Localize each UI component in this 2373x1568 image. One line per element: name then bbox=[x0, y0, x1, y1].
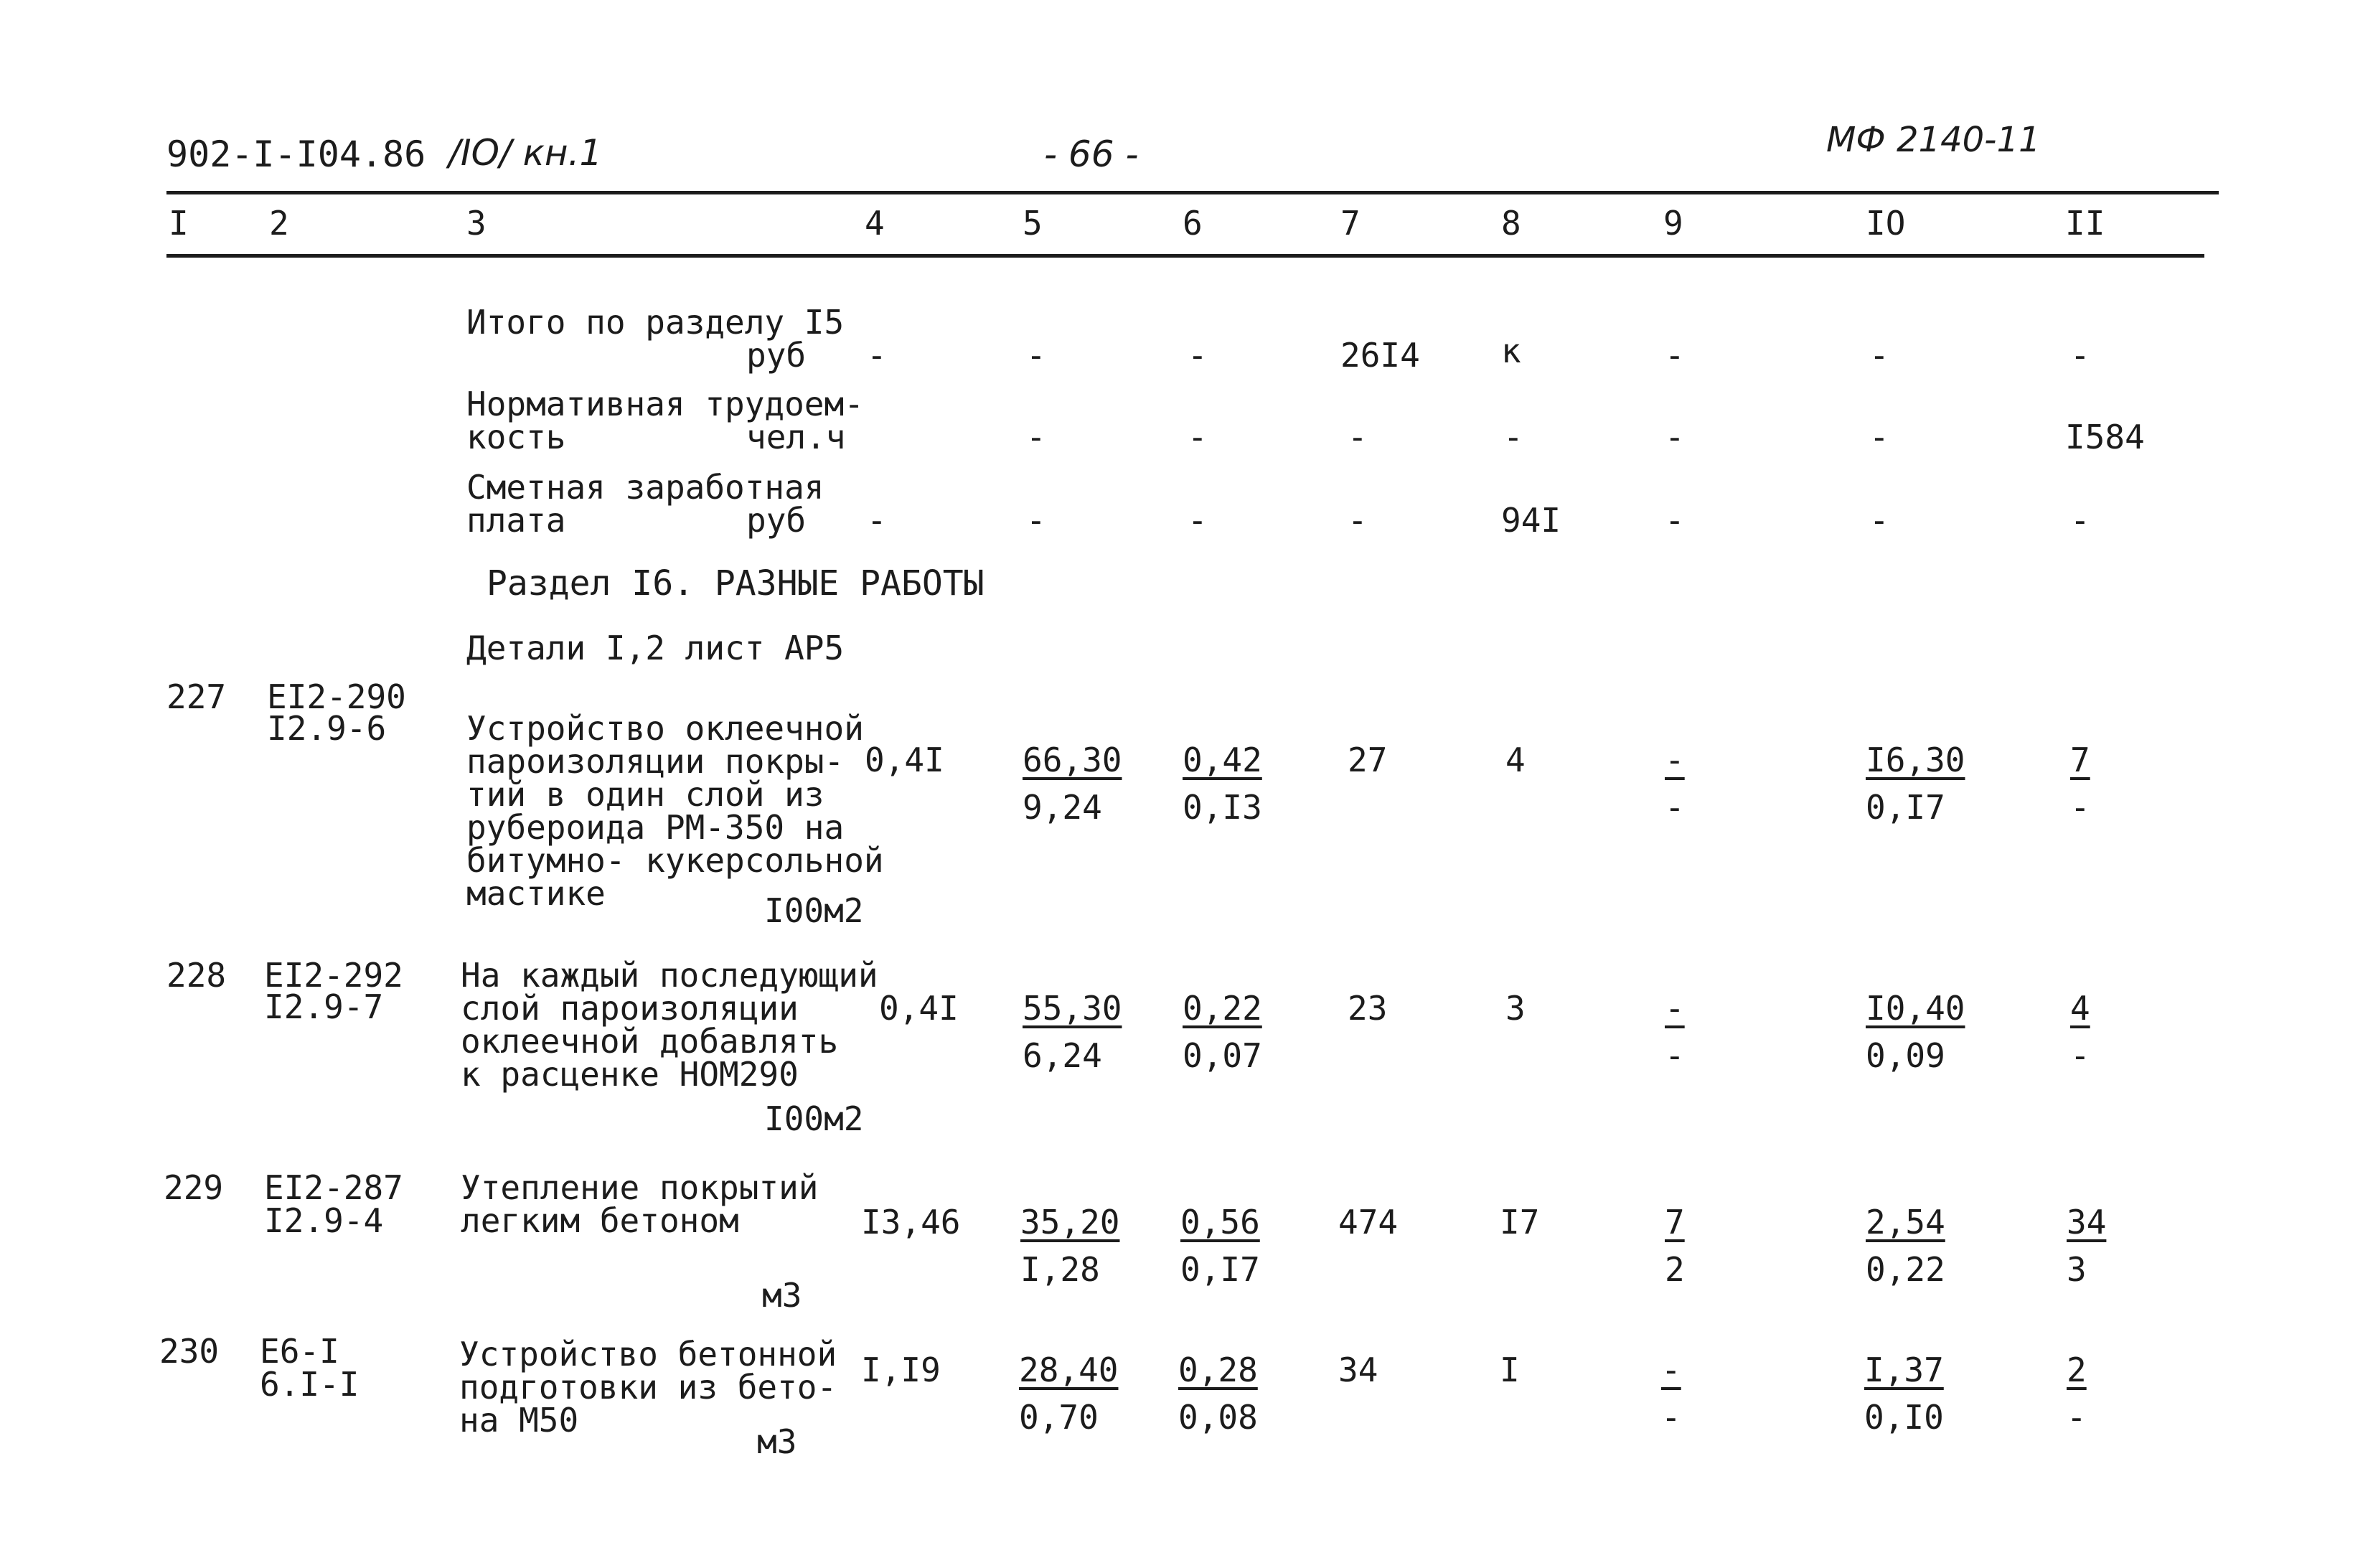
col-header-11: II bbox=[2065, 204, 2105, 243]
page-number: - 66 - bbox=[1044, 133, 1139, 175]
zarplata-c9: - bbox=[1665, 501, 1685, 540]
row-c11-bottom: - bbox=[2067, 1398, 2087, 1437]
subsection-title: Детали I,2 лист АР5 bbox=[466, 629, 845, 667]
row-c11-top: 4 bbox=[2070, 989, 2090, 1028]
row-desc-line: к расценке НОМ290 bbox=[461, 1055, 799, 1094]
zarplata-label-2: плата bbox=[466, 501, 566, 540]
zarplata-c11: - bbox=[2070, 501, 2090, 540]
row-unit: м3 bbox=[757, 1422, 797, 1461]
row-c8: I7 bbox=[1500, 1203, 1540, 1241]
row-desc-line: Устройство оклеечной bbox=[466, 709, 864, 748]
header-rule bbox=[166, 254, 2204, 258]
col-header-1: I bbox=[169, 204, 189, 243]
row-c9-top: - bbox=[1661, 1351, 1681, 1389]
itogo-c4: - bbox=[867, 336, 887, 375]
trud-c10: - bbox=[1869, 418, 1889, 456]
row-c10-top: 2,54 bbox=[1866, 1203, 1945, 1241]
trud-c9: - bbox=[1665, 418, 1685, 456]
top-rule bbox=[166, 191, 2219, 194]
row-desc-line: оклеечной добавлять bbox=[461, 1022, 839, 1061]
row-desc-line: слой пароизоляции bbox=[461, 989, 799, 1028]
row-c7: 474 bbox=[1338, 1203, 1399, 1241]
document-code: 902-I-I04.86 bbox=[166, 133, 426, 175]
row-c6-bottom: 0,I7 bbox=[1180, 1250, 1260, 1289]
zarplata-c4: - bbox=[867, 501, 887, 540]
col-header-3: 3 bbox=[466, 204, 487, 243]
row-desc-line: на М50 bbox=[459, 1401, 579, 1440]
row-c9-bottom: - bbox=[1665, 788, 1685, 827]
row-c9-top: - bbox=[1665, 741, 1685, 779]
itogo-c9: - bbox=[1665, 336, 1685, 375]
row-desc-line: пароизоляции покры- bbox=[466, 742, 845, 781]
row-c7: 34 bbox=[1338, 1351, 1378, 1389]
row-qty: 0,4I bbox=[879, 989, 959, 1028]
row-c10-top: I,37 bbox=[1864, 1351, 1944, 1389]
trud-c7: - bbox=[1348, 418, 1368, 456]
zarplata-c6: - bbox=[1188, 501, 1208, 540]
row-c5-bottom: 0,70 bbox=[1019, 1398, 1099, 1437]
row-c5-bottom: 6,24 bbox=[1023, 1036, 1102, 1075]
row-c10-bottom: 0,I7 bbox=[1866, 788, 1945, 827]
itogo-c6: - bbox=[1188, 336, 1208, 375]
row-number: 228 bbox=[166, 956, 227, 995]
itogo-c5: - bbox=[1026, 336, 1046, 375]
row-qty: 0,4I bbox=[865, 741, 944, 779]
itogo-c8: к bbox=[1501, 332, 1521, 370]
row-qty: I3,46 bbox=[861, 1203, 961, 1241]
row-c7: 23 bbox=[1348, 989, 1388, 1028]
trud-label-1: Нормативная трудоем- bbox=[466, 385, 864, 423]
col-header-5: 5 bbox=[1023, 204, 1043, 243]
row-unit: I00м2 bbox=[764, 891, 864, 930]
row-c5-bottom: I,28 bbox=[1020, 1250, 1100, 1289]
itogo-c11: - bbox=[2070, 336, 2090, 375]
row-c6-bottom: 0,08 bbox=[1178, 1398, 1258, 1437]
row-number: 230 bbox=[159, 1332, 220, 1371]
col-header-2: 2 bbox=[269, 204, 289, 243]
row-c11-bottom: - bbox=[2070, 788, 2090, 827]
row-c6-bottom: 0,07 bbox=[1183, 1036, 1262, 1075]
row-c11-bottom: - bbox=[2070, 1036, 2090, 1075]
trud-c6: - bbox=[1188, 418, 1208, 456]
row-c5-bottom: 9,24 bbox=[1023, 788, 1102, 827]
row-c9-top: 7 bbox=[1665, 1203, 1685, 1241]
col-header-7: 7 bbox=[1340, 204, 1361, 243]
row-code-1: E6-I bbox=[260, 1332, 339, 1371]
row-c9-bottom: - bbox=[1661, 1398, 1681, 1437]
row-qty: I,I9 bbox=[861, 1351, 941, 1389]
trud-c5: - bbox=[1026, 418, 1046, 456]
row-c11-bottom: 3 bbox=[2067, 1250, 2087, 1289]
row-desc-line: подготовки из бето- bbox=[459, 1368, 837, 1407]
row-c10-top: I6,30 bbox=[1866, 741, 1965, 779]
row-code-1: EI2-292 bbox=[264, 956, 403, 995]
col-header-10: IO bbox=[1866, 204, 1906, 243]
row-desc-line: Утепление покрытий bbox=[461, 1168, 819, 1207]
col-header-8: 8 bbox=[1501, 204, 1521, 243]
row-c8: 3 bbox=[1505, 989, 1526, 1028]
row-c10-bottom: 0,I0 bbox=[1864, 1398, 1944, 1437]
section-title: Раздел I6. РАЗНЫЕ РАБОТЫ bbox=[487, 563, 985, 604]
row-code-2: I2.9-6 bbox=[267, 709, 387, 748]
row-desc-line: рубероида РМ-350 на bbox=[466, 808, 845, 847]
row-c6-top: 0,56 bbox=[1180, 1203, 1260, 1241]
zarplata-c8: 94I bbox=[1501, 501, 1561, 540]
volume-note: /IO/ кн.1 bbox=[448, 132, 603, 174]
row-c5-top: 66,30 bbox=[1023, 741, 1122, 779]
row-c10-top: I0,40 bbox=[1866, 989, 1965, 1028]
zarplata-c10: - bbox=[1869, 501, 1889, 540]
col-header-4: 4 bbox=[865, 204, 885, 243]
row-code-1: EI2-287 bbox=[264, 1168, 403, 1207]
row-c8: 4 bbox=[1505, 741, 1526, 779]
trud-c11: I584 bbox=[2065, 418, 2145, 456]
row-c9-bottom: - bbox=[1665, 1036, 1685, 1075]
row-number: 229 bbox=[164, 1168, 224, 1207]
trud-unit: чел.ч bbox=[746, 418, 846, 456]
row-desc-line: битумно- кукерсольной bbox=[466, 841, 884, 880]
zarplata-c7: - bbox=[1348, 501, 1368, 540]
row-c5-top: 28,40 bbox=[1019, 1351, 1119, 1389]
row-c5-top: 35,20 bbox=[1020, 1203, 1120, 1241]
row-c6-bottom: 0,I3 bbox=[1183, 788, 1262, 827]
row-c9-bottom: 2 bbox=[1665, 1250, 1685, 1289]
trud-c8: - bbox=[1503, 418, 1523, 456]
row-desc-line: тий в один слой из bbox=[466, 775, 824, 814]
row-c10-bottom: 0,09 bbox=[1866, 1036, 1945, 1075]
row-code-1: EI2-290 bbox=[267, 677, 406, 716]
zarplata-label-1: Сметная заработная bbox=[466, 468, 824, 507]
row-c11-top: 7 bbox=[2070, 741, 2090, 779]
row-unit: I00м2 bbox=[764, 1099, 864, 1138]
col-header-6: 6 bbox=[1183, 204, 1203, 243]
stamp-code: МФ 2140-11 bbox=[1826, 120, 2041, 160]
zarplata-unit: руб bbox=[746, 501, 807, 540]
itogo-c10: - bbox=[1869, 336, 1889, 375]
row-c6-top: 0,22 bbox=[1183, 989, 1262, 1028]
row-code-2: 6.I-I bbox=[260, 1365, 360, 1404]
zarplata-c5: - bbox=[1026, 501, 1046, 540]
trud-label-2: кость bbox=[466, 418, 566, 456]
row-c11-top: 34 bbox=[2067, 1203, 2107, 1241]
row-c11-top: 2 bbox=[2067, 1351, 2087, 1389]
row-desc-line: Устройство бетонной bbox=[459, 1335, 837, 1374]
row-number: 227 bbox=[166, 677, 227, 716]
row-c7: 27 bbox=[1348, 741, 1388, 779]
row-code-2: I2.9-4 bbox=[264, 1201, 384, 1240]
row-c10-bottom: 0,22 bbox=[1866, 1250, 1945, 1289]
itogo-c7: 26I4 bbox=[1340, 336, 1420, 375]
row-c5-top: 55,30 bbox=[1023, 989, 1122, 1028]
row-c9-top: - bbox=[1665, 989, 1685, 1028]
itogo-unit: руб bbox=[746, 336, 807, 375]
row-c6-top: 0,42 bbox=[1183, 741, 1262, 779]
row-desc-line: На каждый последующий bbox=[461, 956, 878, 995]
row-c6-top: 0,28 bbox=[1178, 1351, 1258, 1389]
itogo-label: Итого по разделу I5 bbox=[466, 303, 845, 342]
row-code-2: I2.9-7 bbox=[264, 987, 384, 1026]
row-desc-line: легким бетоном bbox=[461, 1201, 739, 1240]
row-c8: I bbox=[1500, 1351, 1520, 1389]
col-header-9: 9 bbox=[1663, 204, 1683, 243]
row-unit: м3 bbox=[762, 1276, 802, 1315]
row-desc-line: мастике bbox=[466, 874, 606, 913]
